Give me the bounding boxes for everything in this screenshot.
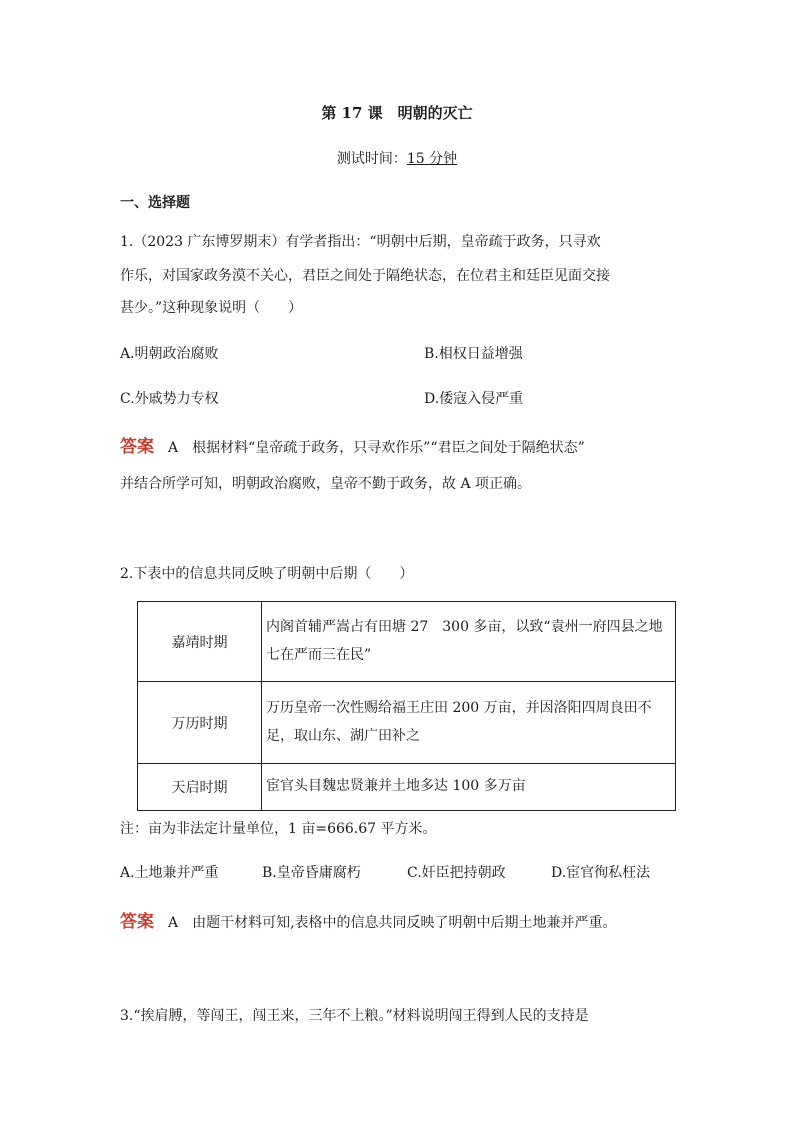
table-cell-era: 天启时期 <box>138 764 262 811</box>
table-cell-desc: 万历皇帝一次性赐给福王庄田 200 万亩，并因洛阳四周良田不足，取山东、湖广田补之 <box>262 682 676 764</box>
table-cell-era: 万历时期 <box>138 682 262 764</box>
q2-option-b: B.皇帝昏庸腐朽 <box>262 865 361 881</box>
q1-option-a: A.明朝政治腐败 <box>120 346 219 362</box>
q1-option-d: D.倭寇入侵严重 <box>424 391 524 407</box>
q2-option-d: D.宦官徇私枉法 <box>551 865 651 881</box>
q1-answer-label: 答案 <box>120 437 154 457</box>
q1-answer-line2: 并结合所学可知，明朝政治腐败，皇帝不勤于政务，故 A 项正确。 <box>120 476 532 492</box>
q2-stem: 2.下表中的信息共同反映了明朝中后期（ ） <box>120 566 414 582</box>
q1-option-b: B.相权日益增强 <box>424 346 523 362</box>
q2-answer <box>120 908 690 937</box>
q2-note: 注：亩为非法定计量单位，1 亩=666.67 平方米。 <box>120 821 437 837</box>
q1-stem-line3: 甚少。”这种现象说明（ ） <box>120 300 303 316</box>
table-cell-desc: 宦官头目魏忠贤兼并土地多达 100 多万亩 <box>262 764 676 811</box>
q1-answer <box>120 433 680 462</box>
q2-option-a: A.土地兼并严重 <box>120 865 219 881</box>
test-time-value: 15 分钟 <box>406 151 458 167</box>
q2-answer-label: 答案 <box>120 912 154 932</box>
page-title: 第 17 课 明朝的灭亡 <box>321 104 473 122</box>
q2-answer-text: A 由题干材料可知,表格中的信息共同反映了明朝中后期土地兼并严重。 <box>168 915 617 931</box>
q2-info-table <box>137 601 676 811</box>
q1-stem-line2: 作乐，对国家政务漠不关心，君臣之间处于隔绝状态，在位君主和廷臣见面交接 <box>120 268 610 284</box>
q1-stem-line1: 1.（2023 广东博罗期末）有学者指出：“明朝中后期，皇帝疏于政务，只寻欢 <box>120 234 601 250</box>
section-heading: 一、选择题 <box>120 195 190 211</box>
table-row <box>138 602 676 682</box>
q1-answer-line1: A 根据材料“皇帝疏于政务，只寻欢作乐”“君臣之间处于隔绝状态” <box>168 440 585 456</box>
table-row <box>138 764 676 811</box>
table-cell-desc: 内阁首辅严嵩占有田塘 27 300 多亩，以致“袁州一府四县之地七在严而三在民” <box>262 602 676 682</box>
table-row <box>138 682 676 764</box>
test-time <box>0 148 794 168</box>
q3-stem: 3.“挨肩膊，等闯王，闯王来，三年不上粮。”材料说明闯王得到人民的支持是 <box>120 1008 589 1024</box>
test-time-label: 测试时间： <box>336 151 407 167</box>
q1-option-c: C.外戚势力专权 <box>120 391 219 407</box>
q2-option-c: C.奸臣把持朝政 <box>407 865 506 881</box>
table-cell-era: 嘉靖时期 <box>138 602 262 682</box>
